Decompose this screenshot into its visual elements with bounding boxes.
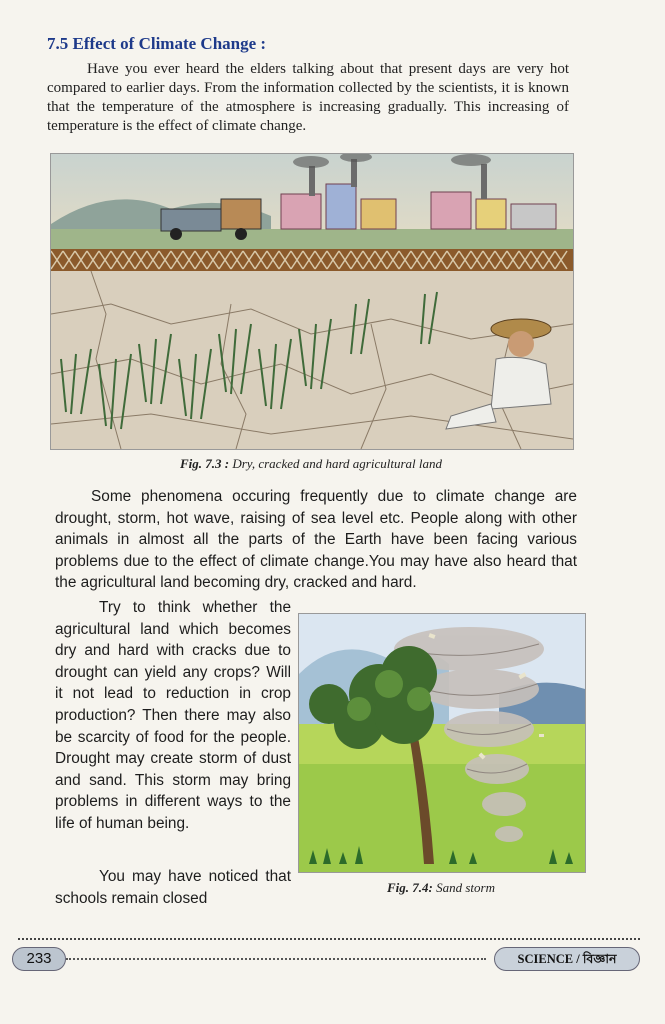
body-paragraph-drought: Try to think whether the agricultural land which becomes dry and hard with cracks due to drought can yield any crops? Will it not lead to reduction in crop production? Then there may also be scarcity of food for the people. Drought may create storm of dust and sand. This storm may bring problems in different ways to the life of human being.	[55, 599, 291, 832]
figure-label: Fig. 7.4:	[387, 880, 433, 895]
section-heading: 7.5 Effect of Climate Change :	[47, 34, 267, 53]
figure-caption-text: Dry, cracked and hard agricultural land	[232, 456, 443, 471]
figure-caption-text: Sand storm	[436, 880, 495, 895]
figure-caption-7-4	[298, 880, 584, 896]
figure-label: Fig. 7.3 :	[179, 456, 230, 471]
body-paragraph-schools: You may have noticed that schools remain closed	[55, 868, 291, 907]
footer-dotted-line	[66, 958, 486, 960]
figure-caption-7-3	[50, 456, 572, 472]
subject-label: SCIENCE / বিজ্ঞান	[494, 947, 640, 971]
footer-divider	[18, 938, 640, 940]
dry-land-illustration	[50, 153, 574, 450]
body-paragraph-phenomena: Some phenomena occuring frequently due to climate change are drought, storm, hot wave, raising of sea level etc. People along with other animals in almost all the parts of the Earth have been facing various problems due to the effect of climate change.You may have also heard that the agricultural land becoming dry, cracked and hard.	[55, 488, 577, 592]
page-number: 233	[12, 947, 66, 971]
intro-paragraph: Have you ever heard the elders talking about that present days are very hot compared to earlier days. From the information collected by the scientists, it is known that the temperature of the atmosphere is increasing gradually. This increasing of temperature is the effect of climate change.	[47, 61, 569, 134]
sand-storm-illustration	[298, 613, 586, 873]
